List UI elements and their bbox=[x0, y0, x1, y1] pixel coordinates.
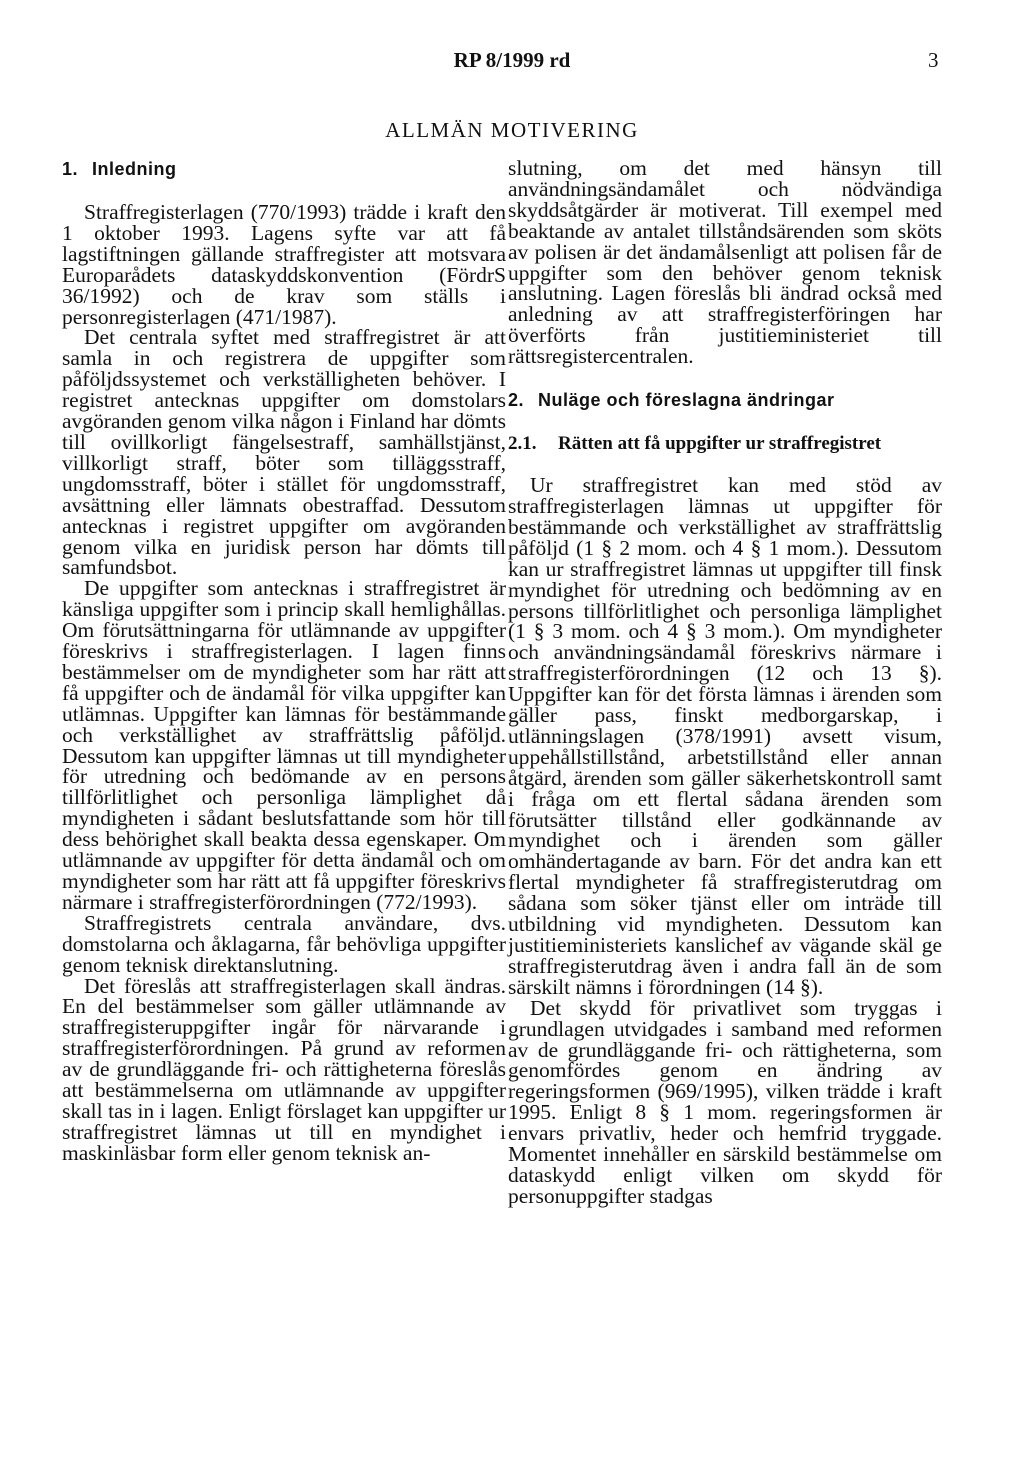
page-number: 3 bbox=[928, 48, 939, 72]
paragraph: Det skydd för privatlivet som tryggas i grundlagen utvidgades i samband med reformen av de grundläggande fri- och rättigheterna, som genomfördes genom en ändring av regeringsformen (969/1995), vilken trädde i kraft 1995. Enligt 8 § 1 mom. regeringsformen är envars privatliv, heder och hemfrid tryggade. Momentet innehåller en särskild bestämmelse om dataskydd enligt vilken om skydd för personuppgifter stadgas bbox=[508, 995, 942, 1208]
subsection-title: Rätten att få uppgifter ur straffregistret bbox=[558, 433, 882, 455]
section-title: Nuläge och föreslagna ändringar bbox=[538, 390, 835, 411]
section-heading-inledning bbox=[62, 158, 506, 180]
subsection-number: 2.1. bbox=[508, 433, 537, 455]
right-column bbox=[508, 158, 942, 1207]
section-number: 1. bbox=[62, 159, 79, 179]
paragraph: slutning, om det med hänsyn till användningsändamålet och nödvändiga skyddsåtgärder är motiverat. Till exempel med beaktande av antalet tillståndsärenden som sköts av polisen är det ändamålsenligt att polisen får de uppgifter som den behöver genom teknisk anslutning. Lagen föreslås bli ändrad också med anledning av att straffregisterföringen har överförts från justitieministeriet till rättsregistercentralen. bbox=[508, 156, 942, 369]
paragraph: Det föreslås att straffregisterlagen skall ändras. En del bestämmelser som gäller utlämnande av straffregisteruppgifter ingår för närvarande i straffregisterförordningen. På grund av reformen av de grundläggande fri- och rättigheterna föreslås att bestämmelserna om utlämnande av uppgifter skall tas in i lagen. Enligt förslaget kan uppgifter ur straffregistret lämnas ut till en myndighet i maskinläsbar form eller genom teknisk an- bbox=[62, 973, 506, 1165]
paragraph: Ur straffregistret kan med stöd av straffregisterlagen lämnas ut uppgifter för bestämmande och verkställighet av straffrättslig påföljd (1 § 2 mom. och 4 § 1 mom.). Dessutom kan ur straffregistret lämnas ut uppgifter till finsk myndighet för utredning och bedömning av en persons tillförlitlighet och personliga lämplighet (1 § 3 mom. och 4 § 3 mom.). Om myndigheter och användningsändamål föreskrivs närmare i straffregisterförordningen (12 och 13 §). Uppgifter kan för det första lämnas i ärenden som gäller pass, finskt medborgarskap, i utlänningslagen (378/1991) avsett visum, uppehållstillstånd, arbetstillstånd eller annan åtgärd, ärenden som gäller säkerhetskontroll samt i fråga om ett flertal sådana ärenden som förutsätter tillstånd eller godkännande av myndighet och i ärenden som gäller omhändertagande av barn. För det andra kan ett flertal myndigheter få straffregisterutdrag om sådana som söker tjänst eller om inträde till utbildning vid myndigheten. Dessutom kan justitieministeriets kanslichef av vägande skäl ge straffregisterutdrag även i andra fall än de som särskilt nämns i förordningen (14 §). bbox=[508, 473, 942, 999]
main-heading: ALLMÄN MOTIVERING bbox=[385, 118, 639, 142]
running-title: RP 8/1999 rd bbox=[453, 48, 571, 72]
paragraph: Straffregisterlagen (770/1993) trädde i kraft den 1 oktober 1993. Lagens syfte var att få lagstiftningen gällande straffregister att motsvara Europarådets dataskyddskonvention (FördrS 36/1992) och de krav som ställs i personregisterlagen (471/1987). bbox=[62, 200, 506, 329]
left-column bbox=[62, 158, 506, 1164]
paragraph: Straffregistrets centrala användare, dvs. domstolarna och åklagarna, får behövliga uppgifter genom teknisk direktanslutning. bbox=[62, 910, 506, 977]
section-title: Inledning bbox=[92, 159, 177, 179]
paragraph: De uppgifter som antecknas i straffregistret är känsliga uppgifter som i princip skall hemlighållas. Om förutsättningarna för utlämnande av uppgifter föreskrivs i straffregisterlagen. I lagen finns bestämmelser om de myndigheter som har rätt att få uppgifter och de ändamål för vilka uppgifter kan utlämnas. Uppgifter kan lämnas för bestämmande och verkställighet av straffrättslig påföljd. Dessutom kan uppgifter lämnas ut till myndigheter för utredning och bedömande av en persons tillförlitlighet och personliga lämplighet då myndigheten i sådant beslutsfattande som hör till dess behörighet skall beakta dessa egenskaper. Om utlämnande av uppgifter för detta ändamål och om myndigheter som har rätt att få uppgifter föreskrivs närmare i straffregisterförordningen (772/1993). bbox=[62, 576, 506, 914]
subsection-heading-ratten bbox=[508, 433, 942, 455]
section-number: 2. bbox=[508, 390, 525, 411]
section-heading-nulage bbox=[508, 389, 942, 411]
paragraph: Det centrala syftet med straffregistret är att samla in och registrera de uppgifter som påföljdssystemet och verkställigheten behöver. I registret antecknas uppgifter om domstolars avgöranden genom vilka någon i Finland har dömts till ovillkorligt fängelsestraff, samhällstjänst, villkorligt straff, böter som tilläggsstraff, ungdomsstraff, böter i stället för ungdomsstraff, avsättning eller lämnats obestraffad. Dessutom antecknas i registret uppgifter om avgöranden genom vilka en juridisk person har dömts till samfundsbot. bbox=[62, 325, 506, 580]
